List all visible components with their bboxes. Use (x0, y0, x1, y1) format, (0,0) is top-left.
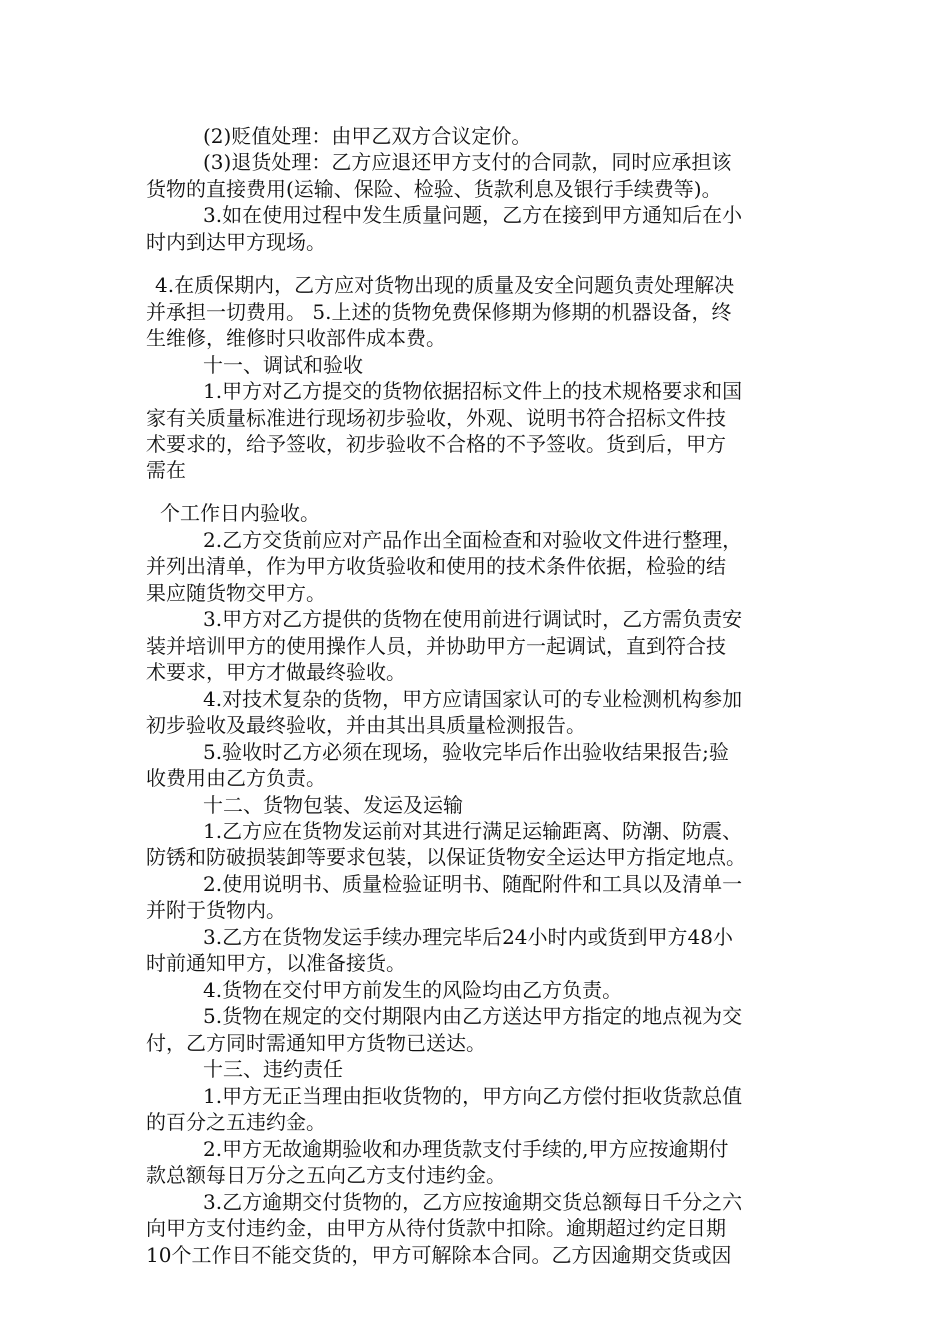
text-line: 并承担一切费用。 5.上述的货物免费保修期为修期的机器设备，终 (146, 300, 732, 324)
text-line: 3.甲方对乙方提供的货物在使用前进行调试时，乙方需负责安 (203, 607, 743, 631)
text-line: 果应随货物交甲方。 (146, 581, 326, 605)
text-line: 货物的直接费用(运输、保险、检验、货款利息及银行手续费等)。 (146, 177, 722, 201)
text-line: 2.乙方交货前应对产品作出全面检查和对验收文件进行整理， (203, 528, 743, 552)
text-line: 时前通知甲方，以准备接货。 (146, 951, 406, 975)
text-line: 并列出清单，作为甲方收货验收和使用的技术条件依据，检验的结 (146, 554, 726, 578)
text-line: 术要求的，给予签收，初步验收不合格的不予签收。货到后，甲方 (146, 432, 726, 456)
text-line: 5.货物在规定的交付期限内由乙方送达甲方指定的地点视为交 (203, 1004, 743, 1028)
text-line: 5.验收时乙方必须在现场，验收完毕后作出验收结果报告;验 (203, 740, 729, 764)
text-line: 1.乙方应在货物发运前对其进行满足运输距离、防潮、防震、 (203, 819, 743, 843)
text-line: 时内到达甲方现场。 (146, 230, 326, 254)
text-line: 4.货物在交付甲方前发生的风险均由乙方负责。 (203, 978, 623, 1002)
text-line: 3.乙方在货物发运手续办理完毕后24小时内或货到甲方48小 (203, 925, 733, 949)
text-line: 3.乙方逾期交付货物的，乙方应按逾期交货总额每日千分之六 (203, 1190, 743, 1214)
text-line: 的百分之五违约金。 (146, 1110, 326, 1134)
text-line: 防锈和防破损装卸等要求包装，以保证货物安全运达甲方指定地点。 (146, 845, 746, 869)
text-line: 需在 (146, 458, 186, 482)
text-line: 1.甲方无正当理由拒收货物的，甲方向乙方偿付拒收货款总值 (203, 1084, 743, 1108)
text-line: 4.在质保期内，乙方应对货物出现的质量及安全问题负责处理解决 (155, 273, 735, 297)
text-line: 个工作日内验收。 (160, 501, 320, 525)
text-line: 1.甲方对乙方提交的货物依据招标文件上的技术规格要求和国 (203, 379, 743, 403)
text-line: 家有关质量标准进行现场初步验收，外观、说明书符合招标文件技 (146, 406, 726, 430)
text-line: 术要求，甲方才做最终验收。 (146, 660, 406, 684)
text-line: 初步验收及最终验收，并由其出具质量检测报告。 (146, 713, 586, 737)
section-heading: 十三、违约责任 (203, 1057, 343, 1081)
text-line: 2.甲方无故逾期验收和办理货款支付手续的,甲方应按逾期付 (203, 1137, 729, 1161)
text-line: 向甲方支付违约金，由甲方从待付货款中扣除。逾期超过约定日期 (146, 1216, 726, 1240)
text-line: 2.使用说明书、质量检验证明书、随配附件和工具以及清单一 (203, 872, 743, 896)
text-line: (2)贬值处理：由甲乙双方合议定价。 (203, 124, 532, 148)
text-line: 并附于货物内。 (146, 898, 286, 922)
text-line: (3)退货处理：乙方应退还甲方支付的合同款，同时应承担该 (203, 150, 732, 174)
section-heading: 十一、调试和验收 (203, 353, 363, 377)
text-line: 生维修，维修时只收部件成本费。 (146, 326, 446, 350)
text-line: 装并培训甲方的使用操作人员，并协助甲方一起调试，直到符合技 (146, 634, 726, 658)
text-line: 款总额每日万分之五向乙方支付违约金。 (146, 1163, 506, 1187)
text-line: 3.如在使用过程中发生质量问题，乙方在接到甲方通知后在小 (203, 203, 743, 227)
text-line: 10个工作日不能交货的，甲方可解除本合同。乙方因逾期交货或因 (146, 1243, 732, 1267)
section-heading: 十二、货物包装、发运及运输 (203, 793, 463, 817)
text-line: 收费用由乙方负责。 (146, 766, 326, 790)
text-line: 付，乙方同时需通知甲方货物已送达。 (146, 1031, 486, 1055)
text-line: 4.对技术复杂的货物，甲方应请国家认可的专业检测机构参加 (203, 687, 743, 711)
